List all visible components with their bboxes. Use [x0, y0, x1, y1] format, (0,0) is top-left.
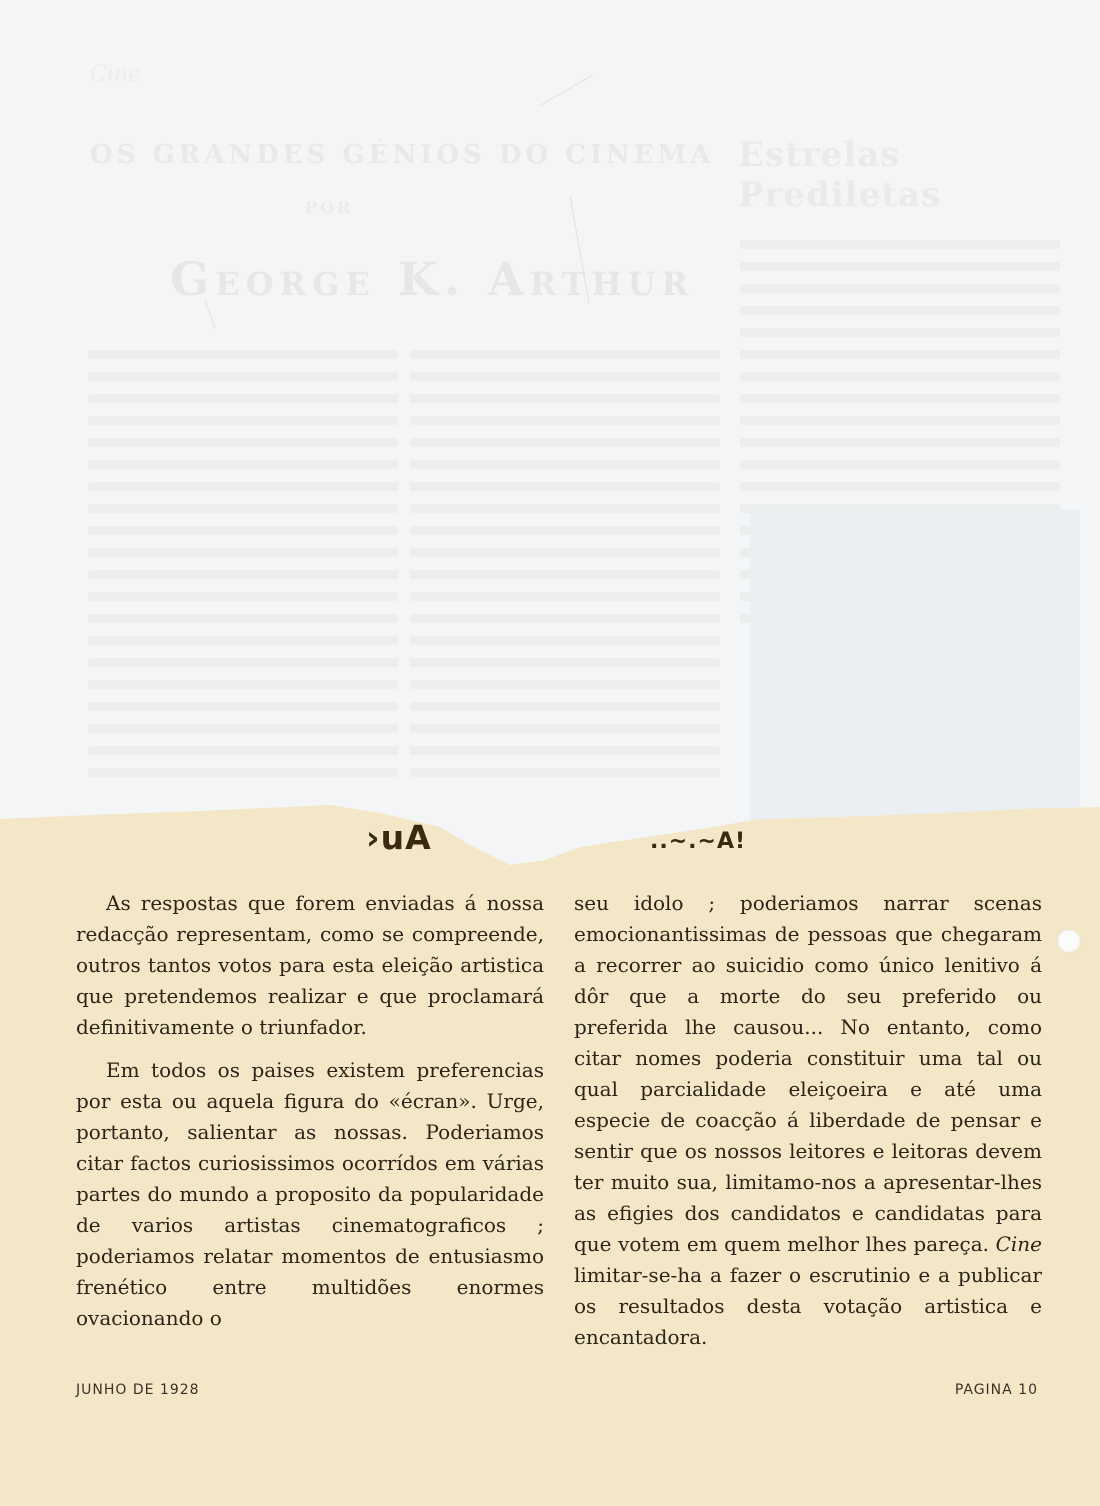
background-magazine-label: Cine [90, 62, 142, 87]
paragraph [574, 888, 1042, 1353]
punch-hole [1057, 929, 1081, 953]
paragraph-text: limitar-se-ha a fazer o escrutinio e a publicar os resultados desta votação artistica e encantadora. [574, 1263, 1042, 1349]
background-title: OS GRANDES GÉNIOS DO CINEMA [90, 140, 715, 170]
article-column-right [574, 888, 1042, 1365]
background-column-2 [410, 350, 720, 790]
paragraph: Em todos os paises existem preferencias por esta ou aquela figura do «écran». Urge, portanto, salientar as nossas. Poderiamos citar factos curiosissimos ocorrídos em várias partes do mundo a proposito da popularidade de varios artistas cinematograficos ; poderiamos relatar momentos de entusiasmo frenético entre multidões enormes ovacionando o [76, 1058, 544, 1330]
background-column-1 [88, 350, 398, 790]
background-side-title: Estrelas Prediletas [738, 135, 942, 215]
paragraph: As respostas que forem enviadas á nossa redacção representam, como se compreende, outros tantos votos para esta eleição artistica que pretendemos realizar e que proclamará definitivamente o triunfador. [76, 891, 544, 1039]
paper-crease [540, 75, 592, 106]
headline-fragment-right: ..~.~A! [650, 829, 746, 854]
background-by: POR [305, 198, 354, 217]
paragraph-text: seu idolo ; poderiamos narrar scenas emocionantissimas de pessoas que chegaram a recorrer ao suicidio como único lenitivo á dôr que a morte do seu preferido ou preferida lhe causou... No entanto, como citar nomes poderia constituir uma tal ou qual parcialidade eleiçoeira e até uma especie de coacção á liberdade de pensar e sentir que os nossos leitores e leitoras devem ter muito sua, limitamo-nos a apresentar-lhes as efigies dos candidatos e candidatas para que votem em quem melhor lhes pareça. [574, 891, 1042, 1256]
background-author: George K. Arthur [170, 252, 695, 306]
background-photo [750, 510, 1080, 830]
magazine-name: Cine [995, 1232, 1042, 1256]
article-column-left [76, 888, 544, 1346]
headline-fragment-left: ›uA [366, 818, 432, 857]
footer-page-number: PAGINA 10 [954, 1382, 1038, 1398]
footer-date: JUNHO DE 1928 [76, 1382, 200, 1398]
